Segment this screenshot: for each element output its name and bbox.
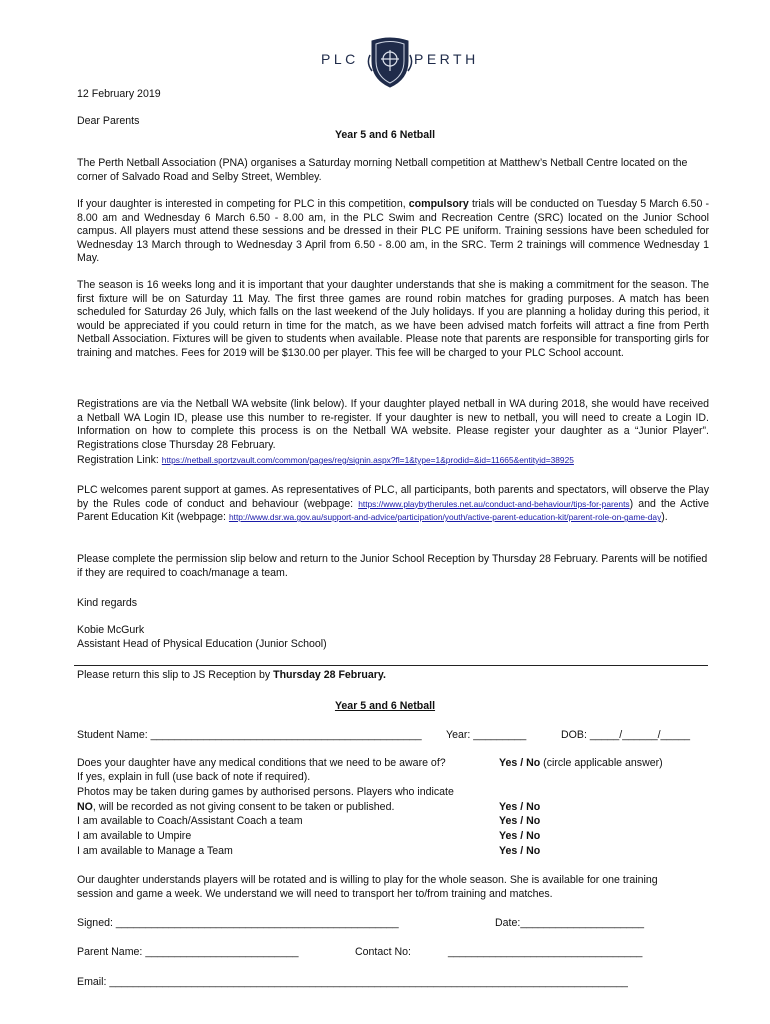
student-name-label: Student Name: (77, 729, 151, 741)
salutation: Dear Parents (77, 115, 140, 127)
slip-return-note (77, 669, 386, 683)
date-line[interactable]: _____________________ (520, 917, 645, 929)
parent-name-label: Parent Name: (77, 946, 146, 958)
photos-line-2 (77, 801, 394, 815)
medical-answer[interactable] (499, 757, 663, 771)
parent-support-text-a: PLC welcomes parent support at games. As representatives of PLC, all participants, both parents and spectators, will observe the Play by the Rules code of conduct and behaviour (webpage: (77, 484, 709, 510)
email-label: Email: (77, 976, 110, 988)
active-parent-kit-link[interactable]: http://www.dsr.wa.gov.au/support-and-advice/participation/youth/active-parent-education-kit/parent-role-on-game-day (228, 512, 662, 523)
parent-name-line[interactable]: __________________________ (145, 946, 299, 958)
dob-field[interactable] (561, 729, 690, 743)
email-line[interactable]: ________________________________________________________________________________________ (109, 976, 628, 988)
paragraph-trials-start: If your daughter is interested in competing for PLC in this competition, (77, 198, 409, 210)
manage-yes-no[interactable]: Yes / No (499, 845, 541, 857)
umpire-yes-no[interactable]: Yes / No (499, 830, 541, 842)
signer-name: Kobie McGurk (77, 624, 145, 636)
registration-link-row (77, 454, 574, 468)
slip-return-text: Please return this slip to JS Reception by (77, 669, 274, 681)
medical-question: Does your daughter have any medical conditions that we need to be aware of? (77, 757, 446, 769)
registration-link-label: Registration Link: (77, 454, 162, 466)
umpire-question: I am available to Umpire (77, 830, 192, 842)
closing: Kind regards (77, 597, 138, 609)
coach-yes-no[interactable]: Yes / No (499, 815, 541, 827)
parent-support-text-c: ). (661, 511, 668, 524)
compulsory-word: compulsory (408, 198, 469, 210)
signed-label: Signed: (77, 917, 116, 929)
year-field[interactable] (446, 729, 526, 743)
slip-title: Year 5 and 6 Netball (334, 700, 436, 712)
letter-title: Year 5 and 6 Netball (334, 129, 436, 141)
paragraph-season: The season is 16 weeks long and it is important that your daughter understands that she is making a commitment for the season. The first fixture will be on Saturday 11 May. The first three games are round robin matches for grading purposes. A match has been scheduled for Saturday 26 July, which falls on the last weekend of the July holidays. If you are planning a holiday during this period, it would be appreciated if you could return in time for the match, as we have been advised match forfeits will attract a fine from Perth Netball Association. Fixtures will be given to students when available. Please note that parents are responsible for transporting girls for training and matches. Fees for 2019 will be $130.00 per player. This fee will be charged to your PLC School account. (77, 279, 709, 359)
crest-icon (366, 33, 414, 94)
manage-question: I am available to Manage a Team (77, 845, 233, 857)
registration-link[interactable]: https://netball.sportzvault.com/common/pages/reg/signin.aspx?fl=1&type=1&prodid=&id=11665&entityid=38925 (161, 455, 574, 465)
letterhead (318, 33, 479, 89)
logo-text-right: PERTH (414, 51, 479, 67)
contact-line[interactable]: _________________________________ (448, 946, 643, 958)
medical-hint: (circle applicable answer) (540, 757, 663, 769)
slip-divider (74, 665, 708, 666)
letter-date: 12 February 2019 (77, 88, 161, 100)
year-line[interactable]: _________ (473, 729, 527, 741)
dob-line[interactable]: _____/______/_____ (589, 729, 690, 741)
signed-line[interactable]: ________________________________________________ (115, 917, 399, 929)
student-name-line[interactable]: ______________________________________________ (150, 729, 422, 741)
photos-no: NO (77, 801, 93, 813)
paragraph-registration: Registrations are via the Netball WA website (link below). If your daughter played netball in WA during 2018, she would have received a Netball WA Login ID, please use this number to re-register. If your daughter is new to netball, you will need to create a Login ID. Information on how to complete this process is on the Netball WA website. Please register your daughter as a “Junior Player”. Registrations close Thursday 28 February. (77, 398, 709, 451)
paragraph-trials (77, 198, 709, 266)
date-field[interactable] (495, 917, 644, 931)
medical-explain: If yes, explain in full (use back of note if required). (77, 771, 311, 783)
parent-support-text-b: ) and the Active Parent Education Kit (webpage: (77, 497, 710, 524)
email-field[interactable] (77, 976, 677, 990)
contact-label: Contact No: (355, 946, 411, 958)
photos-yes-no[interactable]: Yes / No (499, 801, 541, 813)
play-by-rules-link[interactable]: https://www.playbytherules.net.au/conduct-and-behaviour/tips-for-parents (358, 498, 630, 509)
signed-field[interactable] (77, 917, 399, 931)
paragraph-trials-rest: trials will be conducted on Tuesday 5 March 6.50 - 8.00 am and Wednesday 6 March 6.50 - 8.00 am, in the PLC Swim and Recreation Centre (SRC) located on the Junior School campus. All players must attend these sessions and be dressed in their PLC PE uniform. Training sessions have been scheduled for Wednesday 13 March through to Wednesday 3 April from 6.50 - 8.00 am, in the SRC. Term 2 trainings will commence Wednesday 1 May. (77, 198, 709, 265)
date-label: Date: (495, 917, 521, 929)
parent-name-field[interactable] (77, 946, 299, 960)
slip-return-date: Thursday 28 February. (273, 669, 386, 681)
student-name-field[interactable] (77, 729, 422, 743)
dob-label: DOB: (561, 729, 590, 741)
year-label: Year: (446, 729, 474, 741)
paragraph-permission: Please complete the permission slip below and return to the Junior School Reception by Thursday 28 February. Parents will be notified if they are required to coach/manage a team. (77, 553, 708, 579)
photos-consent-text: , will be recorded as not giving consent to be taken or published. (92, 801, 395, 813)
signer-title: Assistant Head of Physical Education (Junior School) (77, 638, 327, 650)
understanding-statement: Our daughter understands players will be rotated and is willing to play for the whole season. She is available for one training session and game a week. We understand we will need to transport her to/from training and matches. (77, 874, 658, 900)
logo-text-left: PLC (321, 51, 359, 67)
coach-question: I am available to Coach/Assistant Coach a team (77, 815, 303, 827)
paragraph-pna: The Perth Netball Association (PNA) organises a Saturday morning Netball competition at Matthew’s Netball Centre located on the corner of Salvado Road and Selby Street, Wembley. (77, 157, 688, 183)
medical-yes-no[interactable]: Yes / No (499, 757, 541, 769)
photos-line-1: Photos may be taken during games by authorised persons. Players who indicate (77, 786, 454, 798)
paragraph-parent-support (77, 484, 709, 525)
